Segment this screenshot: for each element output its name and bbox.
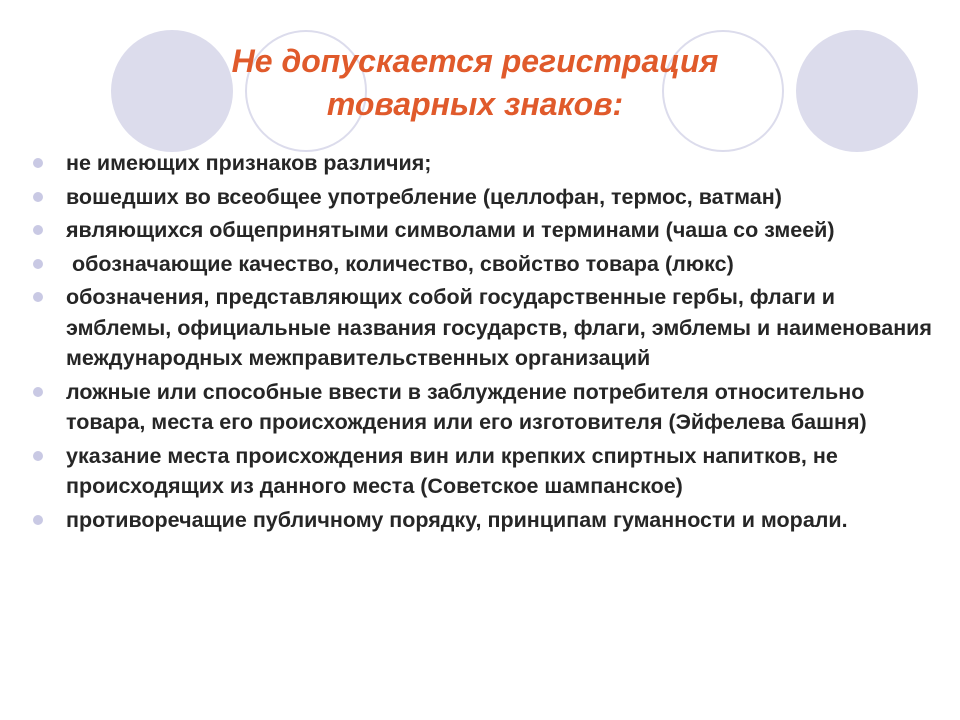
list-item (30, 441, 935, 502)
list-item (30, 182, 935, 213)
slide-title (130, 40, 820, 126)
list-item-text: противоречащие публичному порядку, принципам гуманности и морали. (66, 507, 848, 532)
bullet-list (30, 148, 935, 538)
title-line-2: товарных знаков: (326, 86, 624, 122)
bullet-icon (33, 451, 43, 461)
bullet-icon (33, 259, 43, 269)
bullet-icon (33, 192, 43, 202)
list-item (30, 249, 935, 280)
list-item (30, 505, 935, 536)
bullet-icon (33, 515, 43, 525)
bullet-icon (33, 387, 43, 397)
list-item-text: вошедших во всеобщее употребление (целлофан, термос, ватман) (66, 184, 782, 209)
list-item-text: обозначения, представляющих собой государственные гербы, флаги и эмблемы, официальные названия государств, флаги, эмблемы и наименования международных межправительственных организаций (66, 285, 932, 370)
list-item-text: не имеющих признаков различия; (66, 151, 432, 175)
list-item (30, 377, 935, 438)
list-item (30, 282, 935, 374)
title-line-1: Не допускается регистрация (231, 43, 719, 79)
list-item-text: являющихся общепринятыми символами и терминами (чаша со змеей) (66, 218, 835, 242)
bullet-icon (33, 225, 43, 235)
list-item-text: обозначающие качество, количество, свойство товара (люкс) (66, 251, 734, 276)
bullet-icon (33, 292, 43, 302)
list-item (30, 215, 935, 246)
list-item-text: ложные или способные ввести в заблуждение потребителя относительно товара, места его происхождения или его изготовителя (Эйфелева башня) (66, 379, 867, 434)
list-item-text: указание места происхождения вин или крепких спиртных напитков, не происходящих из данного места (Советское шампанское) (66, 443, 838, 498)
bullet-icon (33, 158, 43, 168)
list-item (30, 148, 935, 179)
